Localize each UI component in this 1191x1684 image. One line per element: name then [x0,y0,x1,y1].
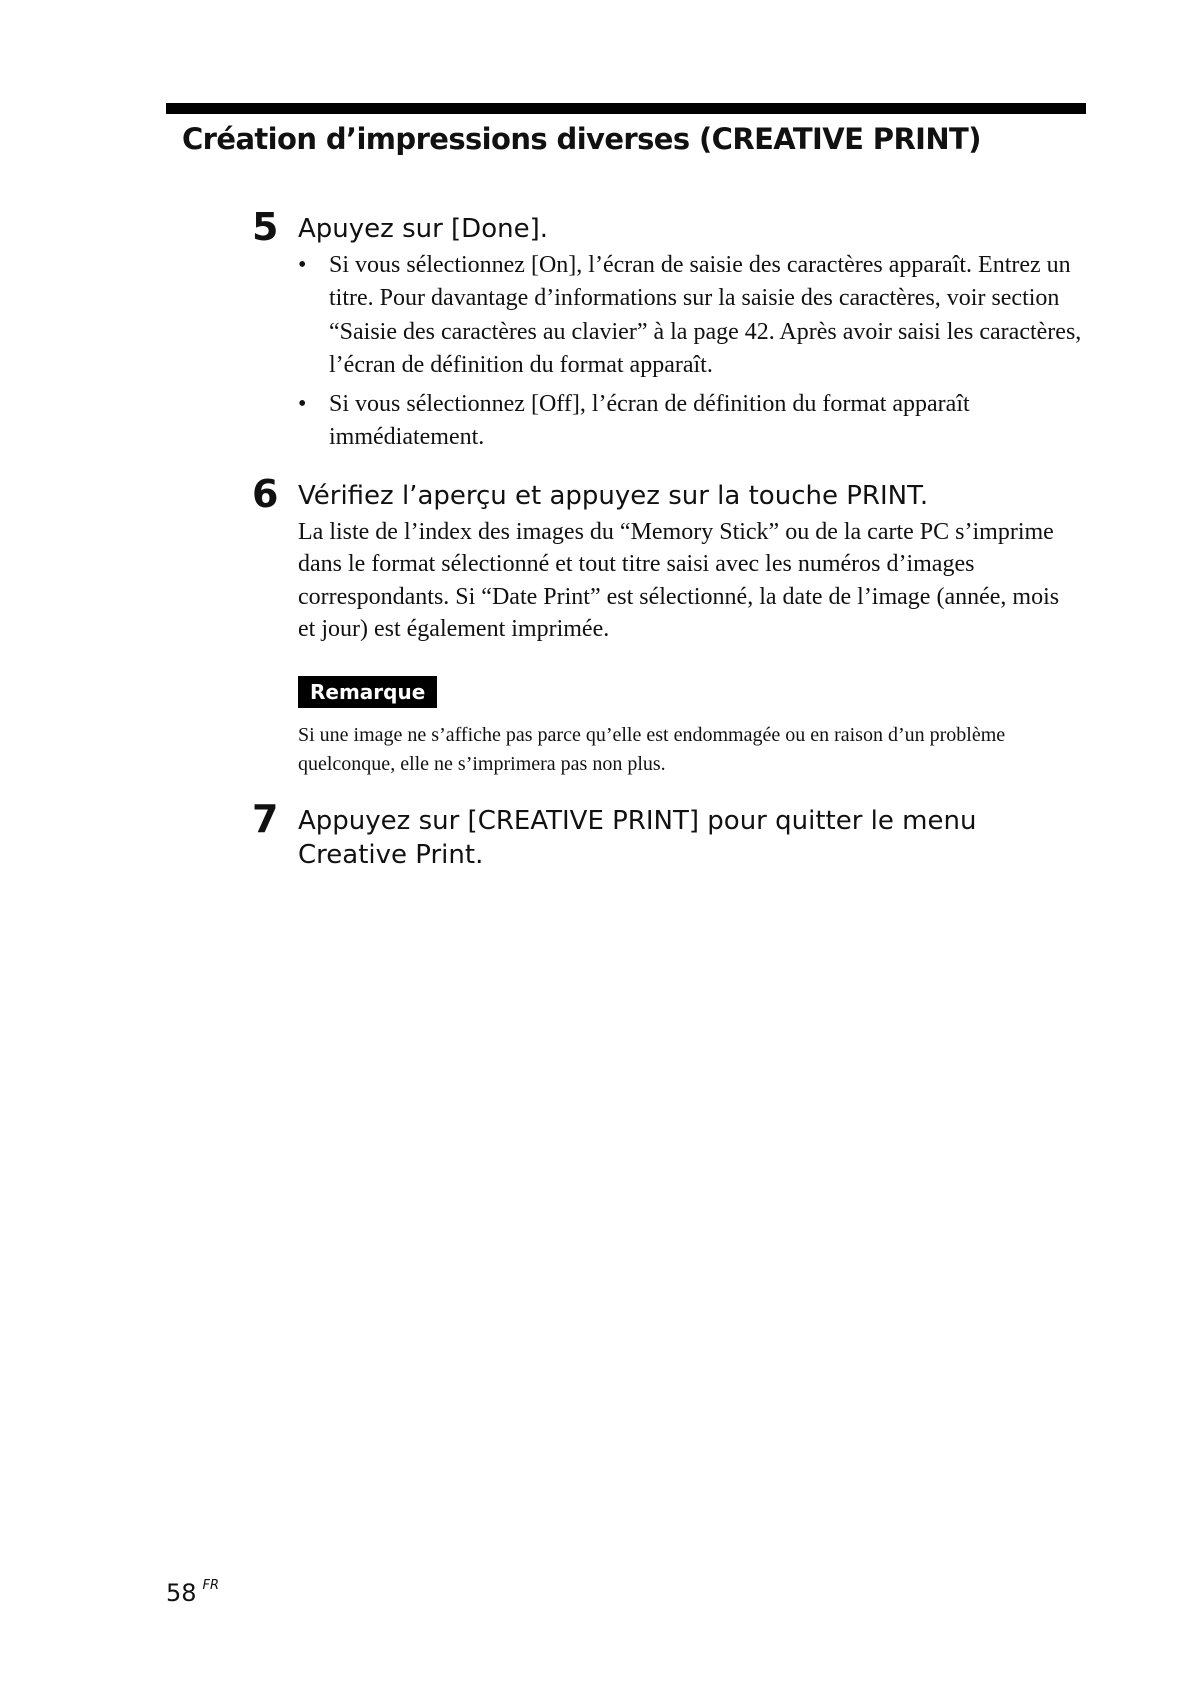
step-5-bullet-1 [298,249,1119,382]
page-number-value: 58 [166,1579,197,1607]
step-5-bullet-1-text: Si vous sélectionnez [On], l’écran de saisie des caractères apparaît. Entrez un titre. Pour davantage d’informations sur la saisie des caractères, voir section “Saisie des caractères au clavier” à la page 42. Après avoir saisi les caractères, l’écran de définition du format apparaît. [329,252,1082,378]
note-label: Remarque [298,676,437,708]
page-number [166,1571,219,1608]
bullet-icon: • [298,252,307,278]
step-7-number: 7 [252,797,279,841]
step-5-number: 5 [252,205,279,249]
page-language-code: FR [202,1578,220,1593]
step-7-heading: Appuyez sur [CREATIVE PRINT] pour quitter le menu Creative Print. [298,806,977,870]
section-title: Création d’impressions diverses (CREATIVE PRINT) [182,122,981,156]
top-rule [166,103,1086,114]
step-5-bullet-2-text: Si vous sélectionnez [Off], l’écran de définition du format apparaît immédiatement. [329,391,970,451]
bullet-icon: • [298,391,307,417]
note-text: Si une image ne s’affiche pas parce qu’elle est endommagée ou en raison d’un problème quelconque, elle ne s’imprimera pas non plus. [298,724,1006,775]
step-5-heading: Apuyez sur [Done]. [298,214,548,244]
step-6-heading: Vérifiez l’aperçu et appuyez sur la touche PRINT. [298,481,929,511]
step-6-number: 6 [252,472,279,516]
step-5-bullet-2 [298,388,1049,455]
step-6-body: La liste de l’index des images du “Memory Stick” ou de la carte PC s’imprime dans le format sélectionné et tout titre saisi avec les numéros d’images correspondants. Si “Date Print” est sélectionné, la date de l’image (année, mois et jour) est également imprimée. [298,519,1060,642]
